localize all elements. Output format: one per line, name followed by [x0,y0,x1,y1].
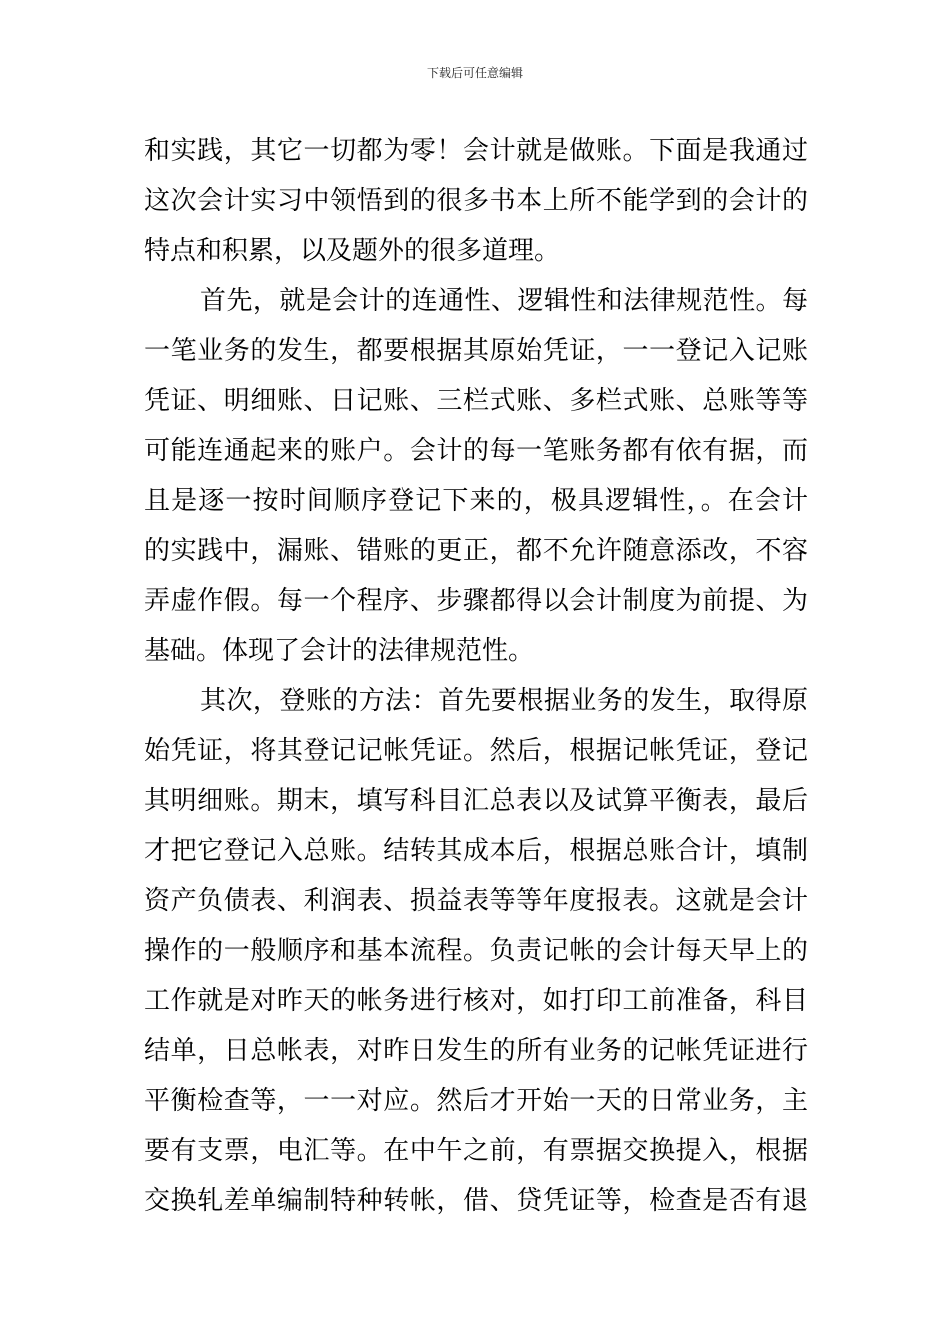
text-line: 资产负债表、利润表、损益表等等年度报表。这就是会计 [144,886,808,916]
text-line: 首先，就是会计的连通性、逻辑性和法律规范性。每 [200,286,808,316]
paragraph [144,126,808,276]
paragraph [144,276,808,676]
document-body [144,126,808,1226]
text-line: 且是逐一按时间顺序登记下来的，极具逻辑性，。在会计 [144,486,808,516]
text-line: 其次，登账的方法：首先要根据业务的发生，取得原 [200,686,808,716]
text-line: 的实践中，漏账、错账的更正，都不允许随意添改，不容 [144,536,808,566]
paragraph [144,676,808,1226]
text-line: 才把它登记入总账。结转其成本后，根据总账合计，填制 [144,836,808,866]
page-header: 下载后可任意编辑 [426,66,523,80]
text-line: 操作的一般顺序和基本流程。负责记帐的会计每天早上的 [144,936,808,966]
text-line: 可能连通起来的账户。会计的每一笔账务都有依有据，而 [144,436,808,466]
text-line: 平衡检查等，一一对应。然后才开始一天的日常业务，主 [144,1086,808,1116]
text-line: 弄虚作假。每一个程序、步骤都得以会计制度为前提、为 [144,586,808,616]
text-line: 凭证、明细账、日记账、三栏式账、多栏式账、总账等等 [144,386,808,416]
text-line: 要有支票，电汇等。在中午之前，有票据交换提入，根据 [144,1136,808,1166]
text-line: 特点和积累，以及题外的很多道理。 [144,236,561,266]
text-line: 一笔业务的发生，都要根据其原始凭证，一一登记入记账 [144,336,808,366]
text-line: 工作就是对昨天的帐务进行核对，如打印工前准备，科目 [144,986,808,1016]
text-line: 交换轧差单编制特种转帐，借、贷凭证等，检查是否有退 [144,1186,808,1216]
text-line: 基础。体现了会计的法律规范性。 [144,636,535,666]
text-line: 这次会计实习中领悟到的很多书本上所不能学到的会计的 [144,186,808,216]
text-line: 其明细账。期末，填写科目汇总表以及试算平衡表，最后 [144,786,808,816]
text-line: 始凭证，将其登记记帐凭证。然后，根据记帐凭证，登记 [144,736,808,766]
text-line: 结单，日总帐表，对昨日发生的所有业务的记帐凭证进行 [144,1036,808,1066]
text-line: 和实践，其它一切都为零！会计就是做账。下面是我通过 [144,136,808,166]
